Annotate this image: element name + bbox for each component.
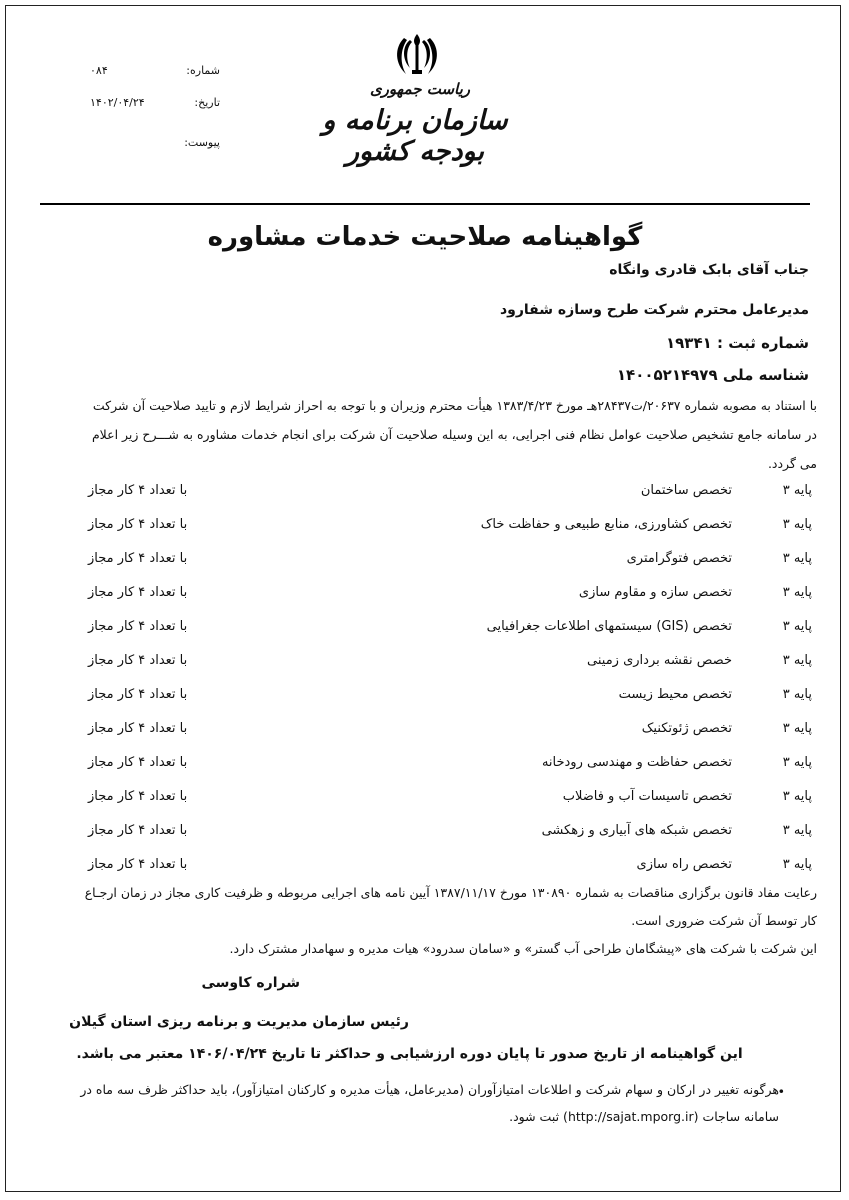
signatory-name: شراره کاوسی (201, 975, 300, 991)
specialty-label: خصص نقشه برداری زمینی (587, 653, 732, 668)
intro-paragraph (24, 391, 817, 478)
grade-label: پایه ۳ (782, 789, 812, 804)
org-subtitle: ریاست جمهوری (369, 80, 471, 98)
grade-label: پایه ۳ (782, 585, 812, 600)
grade-label: پایه ۳ (782, 755, 812, 770)
note-line: هرگونه تغییر در ارکان و سهام شرکت و اطلاعات امتیازآوران (مدیرعامل، هیأت مدیره و کارکنان امتیازآور)، باید حداکثر ظرف سه ماه در (80, 1082, 779, 1097)
qualification-row (70, 619, 812, 649)
specialty-label: تخصص تاسیسات آب و فاضلاب (562, 789, 732, 804)
qualification-row (70, 823, 812, 853)
attachment-label: پیوست: (184, 136, 220, 149)
specialty-label: تخصص راه سازی (636, 857, 732, 872)
qualification-row (70, 687, 812, 717)
qualification-row (70, 517, 812, 547)
registration-number: شماره ثبت : ۱۹۳۴۱ (665, 334, 809, 352)
qualification-row (70, 483, 812, 513)
qualification-row (70, 789, 812, 819)
grade-label: پایه ۳ (782, 857, 812, 872)
specialty-label: تخصص ساختمان (640, 483, 732, 498)
intro-line: می گردد. (767, 456, 817, 471)
specialty-label: تخصص حفاظت و مهندسی رودخانه (541, 755, 732, 770)
date-value: ۱۴۰۲/۰۴/۲۴ (90, 96, 145, 109)
allowed-count: با تعداد ۴ کار مجاز (88, 857, 188, 872)
addressee: جناب آقای بابک قادری وانگاه (609, 262, 809, 278)
compliance-line: رعایت مفاد قانون برگزاری مناقصات به شماره ۱۳۰۸۹۰ مورخ ۱۳۸۷/۱۱/۱۷ آیین نامه های اجرایی مربوطه و ظرفیت کاری مجاز در زمان ارجـاع (84, 885, 817, 900)
specialty-label: تخصص سازه و مقاوم سازی (578, 585, 732, 600)
allowed-count: با تعداد ۴ کار مجاز (88, 653, 188, 668)
grade-label: پایه ۳ (782, 517, 812, 532)
allowed-count: با تعداد ۴ کار مجاز (88, 551, 188, 566)
specialty-label: تخصص شبکه های آبیاری و زهکشی (541, 823, 732, 838)
position: مدیرعامل محترم شرکت طرح وسازه شفارود (499, 302, 809, 318)
shared-board-note: این شرکت با شرکت های «پیشگامان طراحی آب گستر» و «سامان سدرود» هیات مدیره و سهامدار مشترک دارد. (229, 941, 817, 956)
specialty-label: تخصص محیط زیست (618, 687, 732, 702)
number-label: شماره: (186, 64, 220, 77)
grade-label: پایه ۳ (782, 823, 812, 838)
allowed-count: با تعداد ۴ کار مجاز (88, 789, 188, 804)
allowed-count: با تعداد ۴ کار مجاز (88, 619, 188, 634)
header-divider (40, 203, 810, 205)
specialty-label: تخصص کشاورزی، منابع طبیعی و حفاظت خاک (480, 517, 732, 532)
org-name: سازمان برنامه و بودجه کشور (322, 105, 508, 167)
allowed-count: با تعداد ۴ کار مجاز (88, 823, 188, 838)
specialty-label: تخصص فتوگرامتری (626, 551, 732, 566)
grade-label: پایه ۳ (782, 653, 812, 668)
bullet-icon: • (777, 1084, 785, 1099)
letter-attachment (80, 136, 220, 156)
allowed-count: با تعداد ۴ کار مجاز (88, 687, 188, 702)
qualification-row (70, 721, 812, 751)
letter-number (80, 64, 220, 84)
qualification-row (70, 653, 812, 683)
signatory-title: رئیس سازمان مدیریت و برنامه ریزی استان گیلان (69, 1014, 409, 1030)
intro-line: در سامانه جامع تشخیص صلاحیت عوامل نظام فنی اجرایی، به این وسیله صلاحیت آن شرکت برای انجام خدمات مشاوره به شـــرح زیر اعلام (91, 427, 817, 442)
allowed-count: با تعداد ۴ کار مجاز (88, 517, 188, 532)
iran-emblem-icon (392, 30, 442, 78)
specialty-label: تخصص (GIS) سیستمهای اطلاعات جغرافیایی (486, 619, 732, 634)
grade-label: پایه ۳ (782, 619, 812, 634)
qualification-row (70, 755, 812, 785)
compliance-line: کار توسط آن شرکت ضروری است. (631, 913, 817, 928)
grade-label: پایه ۳ (782, 687, 812, 702)
validity-statement: این گواهینامه از تاریخ صدور تا پایان دوره ارزشیابی و حداکثر تا تاریخ ۱۴۰۶/۰۴/۲۴ معتبر می باشد. (76, 1046, 743, 1062)
allowed-count: با تعداد ۴ کار مجاز (88, 721, 188, 736)
letter-date (80, 96, 220, 116)
compliance-paragraph (24, 879, 817, 963)
note-line: سامانه ساجات (http://sajat.mporg.ir) ثبت شود. (509, 1109, 779, 1124)
grade-label: پایه ۳ (782, 483, 812, 498)
grade-label: پایه ۳ (782, 721, 812, 736)
change-note (32, 1076, 809, 1130)
specialty-label: تخصص ژئوتکنیک (641, 721, 732, 736)
grade-label: پایه ۳ (782, 551, 812, 566)
qualification-row (70, 551, 812, 581)
national-id: شناسه ملی ۱۴۰۰۵۲۱۴۹۷۹ (616, 366, 809, 384)
date-label: تاریخ: (194, 96, 220, 109)
qualification-row (70, 585, 812, 615)
certificate-title: گواهینامه صلاحیت خدمات مشاوره (207, 222, 643, 252)
allowed-count: با تعداد ۴ کار مجاز (88, 585, 188, 600)
number-value: ۰۸۴ (90, 64, 108, 77)
intro-line: با استناد به مصوبه شماره ۲۰۶۳۷/ت۲۸۴۳۷هـ مورخ ۱۳۸۳/۴/۲۳ هیأت محترم وزیران و با توجه به احراز شرایط لازم و تایید صلاحیت آن شرکت (92, 398, 817, 413)
allowed-count: با تعداد ۴ کار مجاز (88, 483, 188, 498)
allowed-count: با تعداد ۴ کار مجاز (88, 755, 188, 770)
